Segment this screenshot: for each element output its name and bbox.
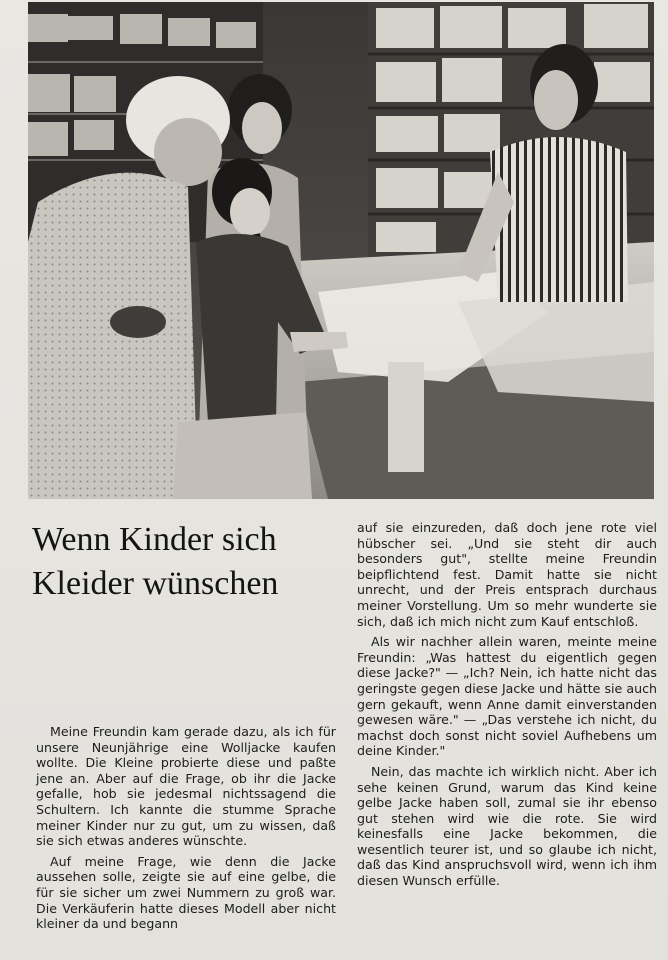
paragraph: Auf meine Frage, wie denn die Jacke aussehen solle, zeigte sie auf eine gelbe, die für sie sicher um zwei Nummern zu groß war. Die Verkäuferin hatte dieses Modell aber nicht kleiner da und begann <box>36 853 336 932</box>
paragraph: Als wir nachher allein waren, meinte meine Freundin: „Was hattest du eigentlich gegen diese Jacke?" — „Ich? Nein, ich hatte nicht das geringste gegen diese Jacke und hätte sie auch gern gekauft, wenn Anne damit einverstanden gewesen wäre." — „Das verstehe ich nicht, du machst doch sonst nicht soviel Aufhebens um deine Kinder." <box>357 634 657 759</box>
paragraph: Nein, das machte ich wirklich nicht. Aber ich sehe keinen Grund, warum das Kind keine gelbe Jacke haben soll, zumal sie ihr ebenso gut stehen wird wie die rote. Sie wird keinesfalls eine Jacke bekommen, die wesentlich teurer ist, und so glaube ich nicht, daß das Kind anspruchsvoll wird, wenn ich ihm diesen Wunsch erfülle. <box>357 763 657 889</box>
article-column-left <box>36 724 336 932</box>
headline-line-1: Wenn Kinder sich <box>32 521 277 558</box>
article-headline <box>32 518 332 606</box>
article-column-right <box>357 520 657 889</box>
paragraph-continuation: auf sie einzureden, daß doch jene rote viel hübscher sei. „Und sie steht dir auch besonders gut", stellte meine Freundin beipflichtend fest. Damit hatte sie nicht unrecht, und der Preis entsprach durchaus meiner Vorstellung. Um so mehr wunderte sie sich, daß ich mich nicht zum Kauf entschloß. <box>357 520 657 629</box>
article-photo <box>28 2 654 499</box>
paragraph: Meine Freundin kam gerade dazu, als ich für unsere Neunjährige eine Wolljacke kaufen wollte. Die Kleine probierte diese und paßte jene an. Aber auf die Frage, ob ihr die Jacke gefalle, hob sie jedesmal nichtssagend die Schultern. Ich kannte die stumme Sprache meiner Kinder nur zu gut, um zu wissen, daß sie sich etwas anderes wünschte. <box>36 724 336 849</box>
headline-line-2: Kleider wünschen <box>32 565 279 602</box>
